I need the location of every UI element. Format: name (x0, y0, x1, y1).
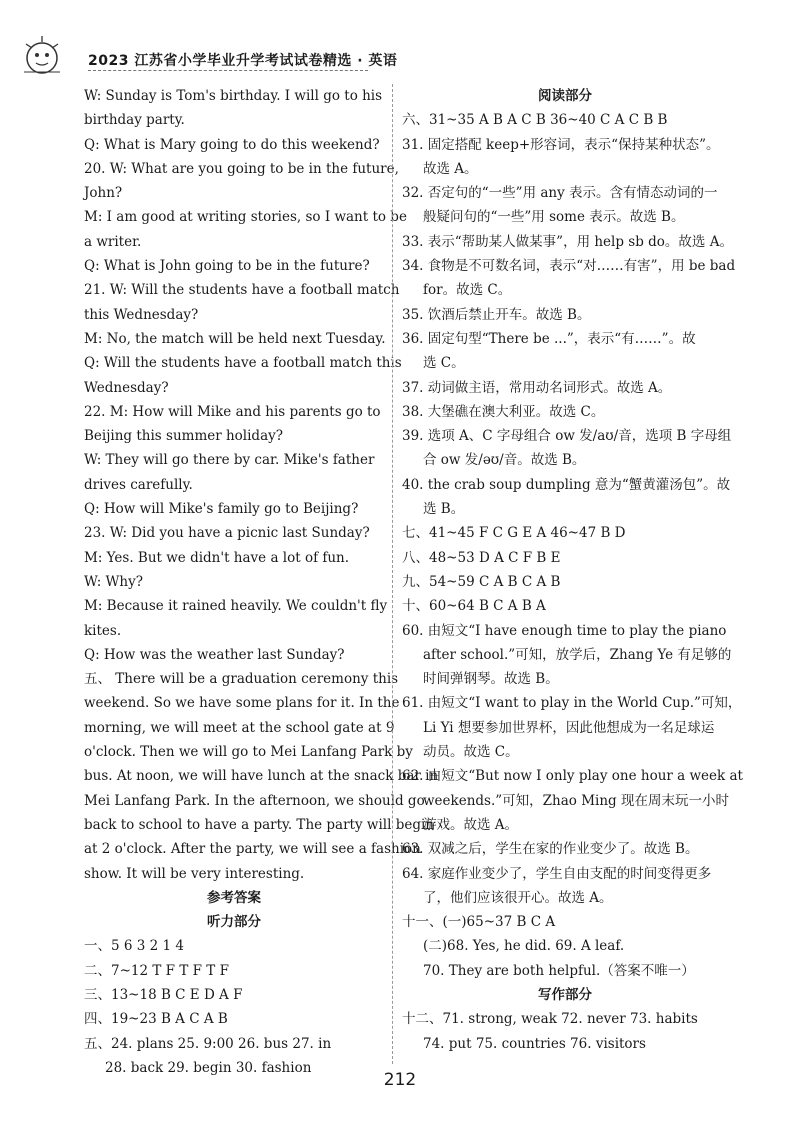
reading-line: 62. 由短文“But now I only play one hour a week at (402, 768, 743, 785)
reading-line: 选 B。 (423, 501, 465, 518)
reading-line: 十、60~64 B C A B A (402, 598, 546, 615)
writing-line: 74. put 75. countries 76. visitors (423, 1035, 646, 1052)
answers-title: 参考答案 (207, 889, 261, 906)
text-line: weekend. So we have some plans for it. In the (84, 695, 400, 712)
text-line: Mei Lanfang Park. In the afternoon, we should go (84, 792, 425, 809)
reading-line: 64. 家庭作业变少了，学生自由支配的时间变得更多 (402, 865, 712, 882)
reading-line: 般疑问句的“一些”用 some 表示。故选 B。 (423, 209, 685, 226)
reading-line: for。故选 C。 (423, 282, 512, 299)
text-line: birthday party. (84, 112, 185, 129)
answer-line: 一、5 6 3 2 1 4 (84, 938, 184, 955)
writing-title: 写作部分 (538, 986, 592, 1003)
reading-line: 十一、(一)65~37 B C A (402, 914, 556, 931)
answer-line: 五、24. plans 25. 9:00 26. bus 27. in (84, 1035, 332, 1052)
answer-line: 二、7~12 T F T F T F (84, 962, 229, 979)
text-line: M: No, the match will be held next Tuesday. (84, 330, 386, 347)
page-number: 212 (383, 1070, 417, 1090)
text-line: Q: What is Mary going to do this weekend? (84, 136, 380, 153)
page-header (14, 28, 398, 88)
text-line: Wednesday? (84, 379, 169, 396)
reading-line: 70. They are both helpful.（答案不唯一） (423, 962, 695, 979)
reading-line: Li Yi 想要参加世界杯，因此他想成为一名足球运 (423, 719, 715, 736)
header-title: 2023 江苏省小学毕业升学考试试卷精选 · 英语 (88, 53, 398, 69)
mascot-logo-icon (18, 34, 66, 78)
text-line: 21. W: Will the students have a football match (84, 282, 400, 299)
text-line: at 2 o'clock. After the party, we will see a fashion (84, 841, 421, 858)
reading-line: 63. 双减之后，学生在家的作业变少了。故选 B。 (402, 841, 699, 858)
reading-line: 七、41~45 F C G E A 46~47 B D (402, 525, 626, 542)
reading-line: 动员。故选 C。 (423, 744, 519, 761)
text-line: Q: Will the students have a football match this (84, 355, 402, 372)
right-column (402, 84, 743, 1056)
reading-line: 37. 动词做主语，常用动名词形式。故选 A。 (402, 379, 672, 396)
text-line: 22. M: How will Mike and his parents go to (84, 403, 381, 420)
text-line: W: Sunday is Tom's birthday. I will go to his (84, 88, 383, 104)
reading-line: 35. 饮酒后禁止开车。故选 B。 (402, 306, 591, 323)
reading-line: 选 C。 (423, 355, 465, 372)
text-line: show. It will be very interesting. (84, 865, 305, 882)
writing-line: 十二、71. strong, weak 72. never 73. habits (402, 1011, 698, 1028)
reading-line: 合 ow 发/əʊ/音。故选 B。 (423, 452, 586, 469)
text-line: bus. At noon, we will have lunch at the snack bar in (84, 768, 439, 785)
text-line: back to school to have a party. The party will begin (84, 816, 434, 833)
reading-line: weekends.”可知，Zhao Ming 现在周末玩一小时 (423, 792, 729, 809)
text-line: Q: How was the weather last Sunday? (84, 646, 345, 663)
text-line: Q: How will Mike's family go to Beijing? (84, 501, 359, 518)
reading-line: 60. 由短文“I have enough time to play the piano (402, 622, 727, 639)
reading-line: 九、54~59 C A B C A B (402, 573, 561, 590)
text-line: o'clock. Then we will go to Mei Lanfang Park by (84, 744, 413, 761)
text-line: a writer. (84, 233, 142, 250)
text-line: 23. W: Did you have a picnic last Sunday? (84, 525, 370, 542)
reading-line: 六、31~35 A B A C B 36~40 C A C B B (402, 112, 668, 129)
text-line: M: I am good at writing stories, so I want to be (84, 209, 407, 226)
reading-line: after school.”可知，放学后，Zhang Ye 有足够的 (423, 646, 732, 663)
reading-title: 阅读部分 (538, 88, 592, 104)
reading-line: 时间弹钢琴。故选 B。 (423, 671, 559, 688)
column-divider (392, 84, 393, 1064)
reading-line: 38. 大堡礁在澳大利亚。故选 C。 (402, 403, 605, 420)
reading-line: 了，他们应该很开心。故选 A。 (423, 889, 613, 906)
text-line: 20. W: What are you going to be in the future, (84, 160, 399, 177)
text-line: M: Yes. But we didn't have a lot of fun. (84, 549, 350, 566)
text-line: morning, we will meet at the school gate at 9 (84, 719, 395, 736)
text-line: 五、 There will be a graduation ceremony this (84, 671, 399, 688)
reading-line: (二)68. Yes, he did. 69. A leaf. (423, 938, 625, 955)
text-line: John? (84, 185, 123, 202)
reading-line: 故选 A。 (423, 160, 478, 177)
text-line: Q: What is John going to be in the future? (84, 258, 370, 275)
answer-line: 四、19~23 B A C A B (84, 1011, 228, 1028)
text-line: kites. (84, 622, 122, 639)
reading-line: 36. 固定句型“There be ...”，表示“有……”。故 (402, 330, 696, 347)
listening-title: 听力部分 (207, 914, 261, 931)
header-rule (88, 70, 368, 71)
answer-line: 三、13~18 B C E D A F (84, 986, 243, 1003)
reading-line: 31. 固定搭配 keep+形容词，表示“保持某种状态”。 (402, 136, 720, 153)
reading-line: 61. 由短文“I want to play in the World Cup.”可知， (402, 695, 742, 712)
text-line: W: Why? (84, 573, 143, 590)
text-line: W: They will go there by car. Mike's father (84, 452, 375, 469)
reading-line: 八、48~53 D A C F B E (402, 549, 561, 566)
reading-line: 32. 否定句的“一些”用 any 表示。含有情态动词的一 (402, 185, 718, 202)
reading-line: 33. 表示“帮助某人做某事”，用 help sb do。故选 A。 (402, 233, 733, 250)
text-line: this Wednesday? (84, 306, 199, 323)
text-line: drives carefully. (84, 476, 193, 493)
reading-line: 游戏。故选 A。 (423, 816, 519, 833)
answer-line: 28. back 29. begin 30. fashion (105, 1059, 312, 1076)
reading-line: 40. the crab soup dumpling 意为“蟹黄灌汤包”。故 (402, 476, 731, 493)
text-line: M: Because it rained heavily. We couldn't fly (84, 598, 388, 615)
reading-line: 34. 食物是不可数名词，表示“对……有害”，用 be bad (402, 258, 736, 275)
reading-line: 39. 选项 A、C 字母组合 ow 发/aʊ/音，选项 B 字母组 (402, 428, 732, 445)
text-line: Beijing this summer holiday? (84, 428, 283, 445)
